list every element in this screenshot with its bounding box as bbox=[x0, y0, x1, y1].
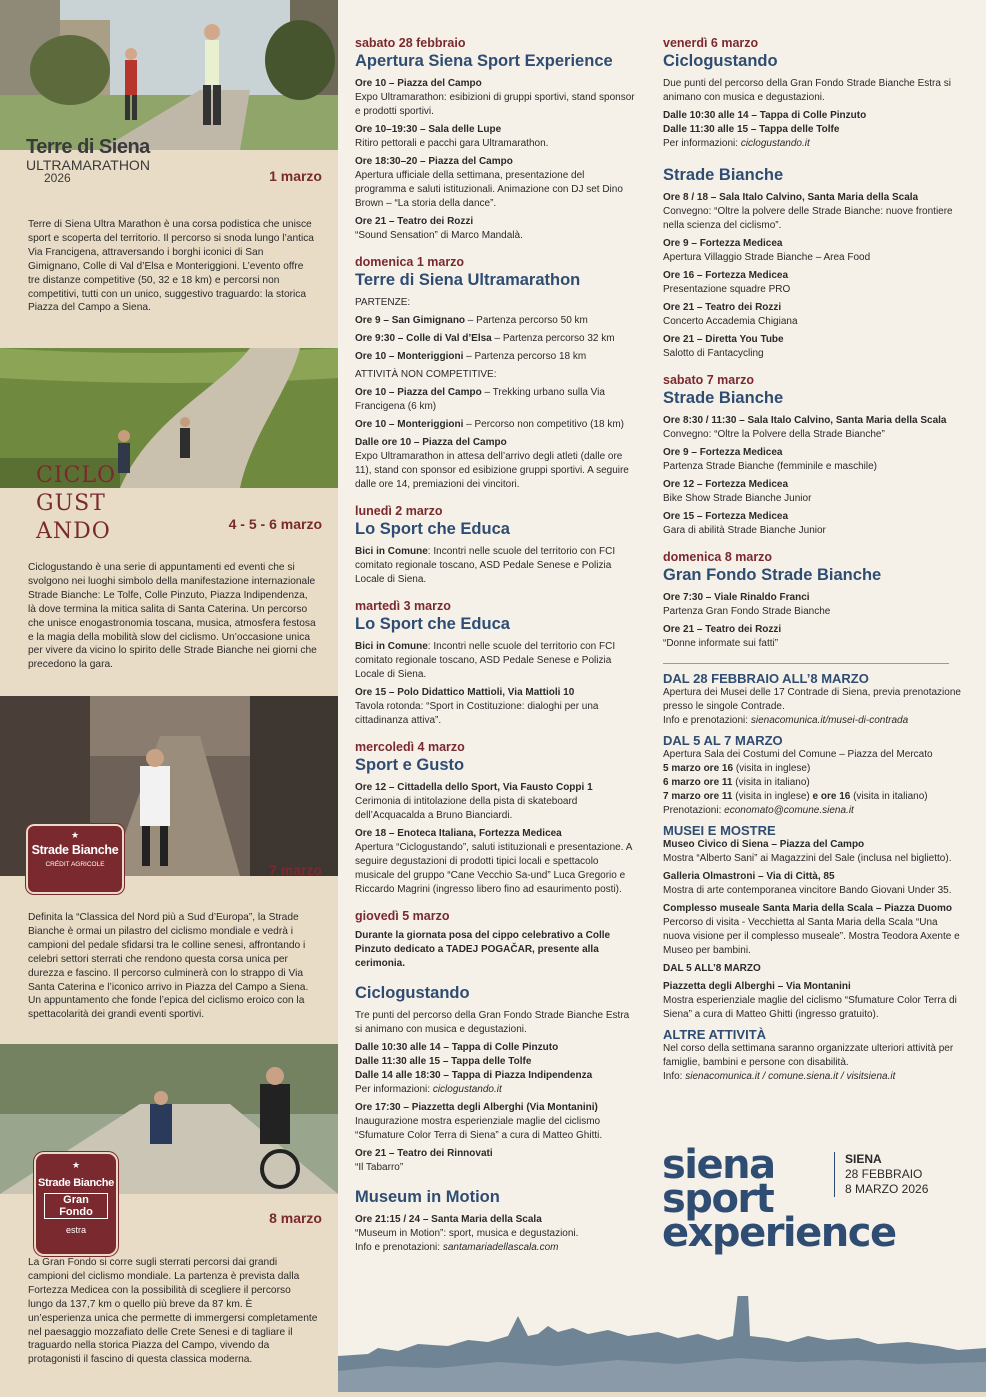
event-title: Ciclogustando bbox=[663, 52, 778, 70]
item-text: “Sound Sensation” di Marco Mandalà. bbox=[355, 230, 523, 241]
event-item bbox=[355, 436, 638, 492]
item-heading: Ore 8:30 / 11:30 – Sala Italo Calvino, Santa Maria della Scala bbox=[663, 415, 947, 426]
item-text: Convegno: “Oltre la polvere delle Strade Bianche: nuove frontiere nella scienza del ciclismo”. bbox=[663, 206, 953, 231]
item-heading: Complesso museale Santa Maria della Scala – Piazza Duomo bbox=[663, 903, 952, 914]
section-ciclogustando bbox=[0, 460, 338, 690]
exhibit-item bbox=[663, 838, 963, 866]
logo-ando: ANDO bbox=[36, 519, 111, 544]
section-gran-fondo bbox=[0, 1152, 338, 1392]
item-text: – Percorso non competitivo (18 km) bbox=[463, 419, 624, 430]
info-link[interactable]: ciclogustando.it bbox=[432, 1084, 502, 1095]
item-heading: Ore 9 – San Gimignano bbox=[355, 315, 466, 326]
date-heading: mercoledì 4 marzo bbox=[355, 740, 465, 754]
info-line bbox=[663, 1070, 963, 1084]
item-text: Expo Ultramarathon in attesa dell’arrivo degli atleti (dalle ore 11), stand con sponsor ed esibizione gruppi sportivi. A seguire dalle ore 14, premiazioni dei vincitori. bbox=[355, 451, 629, 490]
gran-fondo-description: La Gran Fondo si corre sugli sterrati percorsi dai grandi campioni del ciclismo mondiale. La partenza è prevista dalla Fortezza Medicea con la possibilità di scegliere il percorso lungo da 137,7 km o quello più breve da 87 km. È un’esperienza unica che permette di immergersi completamente nel paesaggio mozzafiato delle Crete Senesi e di tagliare il traguardo nella storica Piazza del Campo, vivendo da protagonisti il fascino di questa classica moderna. bbox=[28, 1257, 318, 1366]
logo-word-sport: sport bbox=[662, 1176, 774, 1222]
item-text: : Incontri nelle scuole del territorio con FCI comitato regionale toscano, ASD Pedale Senese e Polizia Locale di Siena. bbox=[355, 546, 616, 585]
item-heading: Ore 12 – Cittadella dello Sport, Via Fausto Coppi 1 bbox=[355, 782, 593, 793]
item-heading: Ore 10 – Monteriggioni bbox=[355, 351, 464, 362]
event-item bbox=[663, 237, 963, 265]
event-item bbox=[355, 640, 638, 682]
item-text: Bike Show Strade Bianche Junior bbox=[663, 493, 812, 504]
item-heading: Ore 21 – Teatro dei Rozzi bbox=[663, 302, 782, 313]
divider bbox=[663, 663, 949, 664]
item-heading: Ore 10 – Piazza del Campo bbox=[355, 78, 482, 89]
item-heading: Ore 21 – Teatro dei Rinnovati bbox=[355, 1148, 493, 1159]
item-heading: Bici in Comune bbox=[355, 641, 428, 652]
event-item bbox=[663, 191, 963, 233]
event-item bbox=[355, 781, 638, 823]
logo-line1: Terre di Siena bbox=[26, 136, 150, 158]
info-label: Per informazioni: bbox=[663, 138, 741, 149]
event-title: Sport e Gusto bbox=[355, 756, 465, 774]
event-item bbox=[355, 77, 638, 119]
event-item bbox=[663, 591, 963, 619]
event-title: Strade Bianche bbox=[663, 166, 784, 184]
item-heading: Ore 21:15 / 24 – Santa Maria della Scala bbox=[355, 1214, 542, 1225]
city-label: SIENA bbox=[845, 1152, 882, 1166]
item-heading: Ore 18 – Enoteca Italiana, Fortezza Medicea bbox=[355, 828, 562, 839]
logo-subtitle: Gran Fondo bbox=[44, 1193, 108, 1219]
item-text: : Incontri nelle scuole del territorio con FCI comitato regionale toscano, ASD Pedale Senese e Polizia Locale di Siena. bbox=[355, 641, 616, 680]
item-text: Partenza Gran Fondo Strade Bianche bbox=[663, 606, 831, 617]
visit-time: 5 marzo ore 16 bbox=[663, 763, 734, 774]
date-1-marzo: 1 marzo bbox=[269, 168, 322, 184]
event-text: Due punti del percorso della Gran Fondo Strade Bianche Estra si animano con musica e degustazioni. bbox=[663, 78, 951, 103]
siena-skyline-illustration bbox=[338, 1296, 986, 1392]
info-label: Info e prenotazioni: bbox=[355, 1242, 443, 1253]
item-heading: Ore 10 – Monteriggioni bbox=[355, 419, 464, 430]
item-text: Mostra di arte contemporanea vincitore Bando Giovani Under 35. bbox=[663, 885, 952, 896]
item-heading: Galleria Olmastroni – Via di Città, 85 bbox=[663, 871, 835, 882]
visit-time: e ore 16 bbox=[812, 791, 851, 802]
item-text: Percorso di visita - Vecchietta al Santa Maria della Scala “Una nuova visione per il complesso museale”. Mostra Teodora Axente e Museo per bambini. bbox=[663, 917, 960, 956]
event-title: Ciclogustando bbox=[355, 984, 470, 1002]
logo-word-experience: experience bbox=[662, 1210, 896, 1256]
item-text: Apertura ufficiale della settimana, presentazione del programma e saluti istituzionali. Animazione con DJ set Dino Brown – “La storia della dance”. bbox=[355, 170, 623, 209]
item-text: Expo Ultramarathon: esibizioni di gruppi sportivi, stand sponsor e prodotti sportivi. bbox=[355, 92, 635, 117]
event-item: Dalle 11:30 alle 15 – Tappa delle Tolfe bbox=[663, 124, 840, 135]
event-title: Apertura Siena Sport Experience bbox=[355, 52, 613, 70]
siena-sport-experience-logo bbox=[662, 1142, 962, 1256]
item-text: – Trekking urbano sulla Via Francigena (6 km) bbox=[355, 387, 605, 412]
item-text: Cerimonia di intitolazione della pista di skateboard dell’Acquacalda a Bruno Bianciardi. bbox=[355, 796, 578, 821]
item-text: Mostra “Alberto Sani” ai Magazzini del Sale (inclusa nel biglietto). bbox=[663, 853, 952, 864]
item-heading: Ore 21 – Diretta You Tube bbox=[663, 334, 784, 345]
section-label: PARTENZE: bbox=[355, 297, 411, 308]
date-heading: sabato 7 marzo bbox=[663, 373, 755, 387]
info-link[interactable]: economato@comune.siena.it bbox=[724, 805, 854, 816]
event-item bbox=[355, 332, 638, 346]
section-ultramarathon bbox=[0, 120, 338, 320]
item-text: Inaugurazione mostra esperienziale maglie del ciclismo “Sfumature Color Terra di Siena” a cura di Matteo Ghitti. bbox=[355, 1116, 603, 1141]
logo-word-siena: siena bbox=[662, 1142, 775, 1188]
item-heading: Ore 9:30 – Colle di Val d’Elsa bbox=[355, 333, 492, 344]
date-heading: venerdì 6 marzo bbox=[663, 36, 759, 50]
date-heading: martedì 3 marzo bbox=[355, 599, 451, 613]
event-text: Tre punti del percorso della Gran Fondo Strade Bianche Estra si animano con musica e degustazioni. bbox=[355, 1010, 630, 1035]
info-line bbox=[355, 1241, 638, 1255]
logo-ciclo: CICLO bbox=[36, 463, 117, 488]
strade-bianche-description: Definita la “Classica del Nord più a Sud d’Europa”, la Strade Bianche è ormai un pilastro del ciclismo mondiale e vedrà i campioni del pedale sfidarsi tra le colline senesi, affrontando i celebri settori sterrati che rendono questa corsa unica per durezza e fascino. Il percorso culminerà con lo strappo di Via Santa Caterina e l’iconico arrivo in Piazza del Campo a Siena. Un appuntamento che fonde l’epica del ciclismo eroico con la spettacolarità dei grandi eventi sportivi. bbox=[28, 912, 309, 1021]
event-item bbox=[355, 350, 638, 364]
date-heading: giovedì 5 marzo bbox=[355, 909, 450, 923]
info-link[interactable]: santamariadellascala.com bbox=[442, 1242, 559, 1253]
event-item bbox=[355, 686, 638, 728]
event-item bbox=[355, 827, 638, 897]
event-item: Dalle 10:30 alle 14 – Tappa di Colle Pinzuto bbox=[663, 110, 867, 121]
visit-time: 7 marzo ore 11 bbox=[663, 791, 733, 802]
item-heading: Ore 18:30–20 – Piazza del Campo bbox=[355, 156, 513, 167]
event-title: Lo Sport che Educa bbox=[355, 520, 510, 538]
event-item bbox=[355, 1147, 638, 1175]
item-heading: Bici in Comune bbox=[355, 546, 428, 557]
info-line bbox=[663, 714, 963, 728]
event-item bbox=[663, 269, 963, 297]
info-label: Prenotazioni: bbox=[663, 805, 725, 816]
event-item bbox=[355, 123, 638, 151]
logo-title: Strade Bianche bbox=[31, 843, 119, 857]
end-date: 8 MARZO 2026 bbox=[845, 1182, 929, 1196]
event-title: Terre di Siena Ultramarathon bbox=[355, 271, 581, 289]
info-line bbox=[663, 137, 963, 151]
visit-lang: (visita in italiano) bbox=[850, 791, 928, 802]
item-heading: Ore 9 – Fortezza Medicea bbox=[663, 238, 783, 249]
event-item bbox=[355, 215, 638, 243]
logo-line2: ULTRAMARATHON bbox=[26, 157, 150, 173]
info-line bbox=[355, 1083, 638, 1097]
item-text: “Museum in Motion”: sport, musica e degustazioni. bbox=[355, 1228, 579, 1239]
info-link[interactable]: sienacomunica.it / comune.siena.it / visitsiena.it bbox=[685, 1071, 896, 1082]
date-heading: domenica 1 marzo bbox=[355, 255, 465, 269]
ultramarathon-description: Terre di Siena Ultra Marathon è una corsa podistica che unisce sport e scoperta del territorio. Il percorso si snoda lungo l’antica Via Francigena, attraversando i borghi iconici di San Gimignano, Colle di Val d’Elsa e Monteriggioni. L’evento offre tre distanze competitive (50, 32 e 18 km) e percorsi non competitivi, tutti con un unico, suggestivo traguardo: la storica Piazza del Campo a Siena. bbox=[28, 219, 314, 314]
exhibit-item bbox=[663, 902, 963, 958]
item-heading: Ore 10–19:30 – Sala delle Lupe bbox=[355, 124, 502, 135]
event-item: Dalle 10:30 alle 14 – Tappa di Colle Pinzuto bbox=[355, 1042, 559, 1053]
item-text: Partenza Strade Bianche (femminile e maschile) bbox=[663, 461, 877, 472]
item-heading: Ore 21 – Teatro dei Rozzi bbox=[355, 216, 474, 227]
date-4-5-6-marzo: 4 - 5 - 6 marzo bbox=[228, 516, 322, 532]
item-text: “Il Tabarro” bbox=[355, 1162, 404, 1173]
logo-line3: 2026 bbox=[44, 171, 71, 185]
event-item bbox=[355, 418, 638, 432]
event-item bbox=[355, 1213, 638, 1241]
item-text: Presentazione squadre PRO bbox=[663, 284, 791, 295]
item-text: Apertura “Ciclogustando”, saluti istituzionali e presentazione. A seguire degustazioni di prodotti tipici locali e spettacolo musicale del gruppo “Cane Vecchio Sa-und” Luca Gregorio e Riccardo Magrini (ingresso libero fino ad esaurimento posti). bbox=[355, 842, 632, 895]
ciclogustando-logo bbox=[36, 462, 116, 546]
event-item: Dalle 11:30 alle 15 – Tappa delle Tolfe bbox=[355, 1056, 532, 1067]
event-item bbox=[355, 155, 638, 211]
star-icon: ★ bbox=[71, 1160, 81, 1170]
exhibit-item bbox=[663, 980, 963, 1022]
section-title: DAL 5 AL 7 MARZO bbox=[663, 733, 783, 748]
event-item bbox=[663, 446, 963, 474]
item-heading: Ore 15 – Polo Didattico Mattioli, Via Mattioli 10 bbox=[355, 687, 575, 698]
item-heading: Ore 21 – Teatro dei Rozzi bbox=[663, 624, 782, 635]
item-heading: Ore 12 – Fortezza Medicea bbox=[663, 479, 789, 490]
event-title: Strade Bianche bbox=[663, 389, 784, 407]
event-item bbox=[663, 623, 963, 651]
event-item bbox=[355, 545, 638, 587]
item-heading: Museo Civico di Siena – Piazza del Campo bbox=[663, 839, 865, 850]
event-text: Durante la giornata posa del cippo celebrativo a Colle Pinzuto dedicato a TADEJ POGAČAR, presente alla cerimonia. bbox=[355, 930, 611, 969]
visit-item bbox=[663, 790, 963, 804]
info-label: Info: bbox=[663, 1071, 686, 1082]
event-item bbox=[663, 301, 963, 329]
item-text: Mostra esperienziale maglie del ciclismo “Sfumature Color Terra di Siena” a cura di Matteo Ghitti (ingresso gratuito). bbox=[663, 995, 957, 1020]
event-item bbox=[355, 386, 638, 414]
logo-title: Strade Bianche bbox=[38, 1177, 114, 1189]
logo-sponsor: CRÉDIT AGRICOLE bbox=[45, 861, 105, 868]
info-label: Info e prenotazioni: bbox=[663, 715, 751, 726]
strade-bianche-logo bbox=[26, 824, 124, 894]
left-column bbox=[0, 0, 338, 1392]
item-heading: Ore 7:30 – Viale Rinaldo Franci bbox=[663, 592, 810, 603]
section-text: Apertura Sala dei Costumi del Comune – Piazza del Mercato bbox=[663, 749, 933, 760]
info-label: Per informazioni: bbox=[355, 1084, 433, 1095]
item-text: “Donne informate sui fatti” bbox=[663, 638, 779, 649]
event-item bbox=[663, 414, 963, 442]
program-column-2 bbox=[663, 36, 963, 1084]
item-text: Apertura Villaggio Strade Bianche – Area Food bbox=[663, 252, 871, 263]
item-text: – Partenza percorso 50 km bbox=[465, 315, 588, 326]
event-title: Gran Fondo Strade Bianche bbox=[663, 566, 882, 584]
item-text: Concerto Accademia Chigiana bbox=[663, 316, 798, 327]
program-column-1 bbox=[355, 36, 638, 1255]
item-heading: Ore 16 – Fortezza Medicea bbox=[663, 270, 789, 281]
item-heading: Ore 8 / 18 – Sala Italo Calvino, Santa Maria della Scala bbox=[663, 192, 919, 203]
section-strade-bianche bbox=[0, 810, 338, 1040]
item-heading: Ore 10 – Piazza del Campo bbox=[355, 387, 482, 398]
item-text: Convegno: “Oltre la Polvere della Strade Bianche” bbox=[663, 429, 885, 440]
ciclogustando-description: Ciclogustando è una serie di appuntamenti ed eventi che si svolgono nei luoghi simbolo della manifestazione internazionale Strade Bianche: Le Tolfe, Colle Pinzuto, Piazza Indipendenza, là dove termina la mitica salita di Santa Caterina. Un percorso che unisce enogastronomia toscana, musica, atmosfera festosa e la magia della mobilità slow del ciclismo. Un’occasione unica per vivere da vicino lo spirito delle Strade Bianche nei giorni che precedono la gara. bbox=[28, 562, 317, 671]
date-heading: sabato 28 febbraio bbox=[355, 36, 466, 50]
item-text: – Partenza percorso 32 km bbox=[491, 333, 615, 344]
ultramarathon-logo bbox=[26, 136, 150, 185]
date-8-marzo: 8 marzo bbox=[269, 1210, 322, 1226]
visit-item bbox=[663, 776, 963, 790]
visit-lang: (visita in italiano) bbox=[732, 777, 810, 788]
section-title: MUSEI E MOSTRE bbox=[663, 823, 776, 838]
visit-lang: (visita in inglese) bbox=[733, 763, 811, 774]
item-text: – Partenza percorso 18 km bbox=[463, 351, 587, 362]
event-item bbox=[663, 478, 963, 506]
date-heading: lunedì 2 marzo bbox=[355, 504, 443, 518]
star-icon: ★ bbox=[70, 830, 80, 840]
event-item bbox=[355, 1101, 638, 1143]
event-title: Museum in Motion bbox=[355, 1188, 500, 1206]
exhibit-item bbox=[663, 870, 963, 898]
item-heading: Ore 15 – Fortezza Medicea bbox=[663, 511, 789, 522]
item-text: Gara di abilità Strade Bianche Junior bbox=[663, 525, 826, 536]
section-text: Apertura dei Musei delle 17 Contrade di Siena, previa prenotazione presso le singole Contrade. bbox=[663, 687, 961, 712]
date-heading: domenica 8 marzo bbox=[663, 550, 773, 564]
section-title: ALTRE ATTIVITÀ bbox=[663, 1027, 767, 1042]
visit-time: 6 marzo ore 11 bbox=[663, 777, 733, 788]
event-item bbox=[663, 333, 963, 361]
event-dates bbox=[834, 1152, 928, 1197]
item-text: Salotto di Fantacycling bbox=[663, 348, 764, 359]
event-item bbox=[663, 510, 963, 538]
item-heading: DAL 5 ALL’8 MARZO bbox=[663, 963, 761, 974]
logo-gust: GUST bbox=[36, 491, 106, 516]
event-item: Dalle 14 alle 18:30 – Tappa di Piazza Indipendenza bbox=[355, 1070, 593, 1081]
info-link[interactable]: sienacomunica.it/musei-di-contrada bbox=[750, 715, 909, 726]
logo-sponsor: estra bbox=[65, 1225, 86, 1235]
item-heading: Dalle ore 10 – Piazza del Campo bbox=[355, 437, 507, 448]
section-label: ATTIVITÀ NON COMPETITIVE: bbox=[355, 369, 497, 380]
item-heading: Ore 9 – Fortezza Medicea bbox=[663, 447, 783, 458]
section-text: Nel corso della settimana saranno organizzate ulteriori attività per famiglie, bambini e persone con disabilità. bbox=[663, 1043, 954, 1068]
event-item bbox=[355, 314, 638, 328]
item-heading: Piazzetta degli Alberghi – Via Montanini bbox=[663, 981, 851, 992]
section-title: DAL 28 FEBBRAIO ALL’8 MARZO bbox=[663, 671, 869, 686]
date-7-marzo: 7 marzo bbox=[269, 862, 322, 878]
item-text: Ritiro pettorali e pacchi gara Ultramarathon. bbox=[355, 138, 549, 149]
item-heading: Ore 17:30 – Piazzetta degli Alberghi (Via Montanini) bbox=[355, 1102, 598, 1113]
event-title: Lo Sport che Educa bbox=[355, 615, 510, 633]
info-link[interactable]: ciclogustando.it bbox=[740, 138, 810, 149]
info-line bbox=[663, 804, 963, 818]
gran-fondo-logo bbox=[34, 1152, 118, 1256]
item-text: Tavola rotonda: “Sport in Costituzione: dialoghi per una cittadinanza attiva”. bbox=[355, 701, 599, 726]
visit-item bbox=[663, 762, 963, 776]
start-date: 28 FEBBRAIO bbox=[845, 1167, 923, 1181]
visit-lang: (visita in inglese) bbox=[732, 791, 813, 802]
